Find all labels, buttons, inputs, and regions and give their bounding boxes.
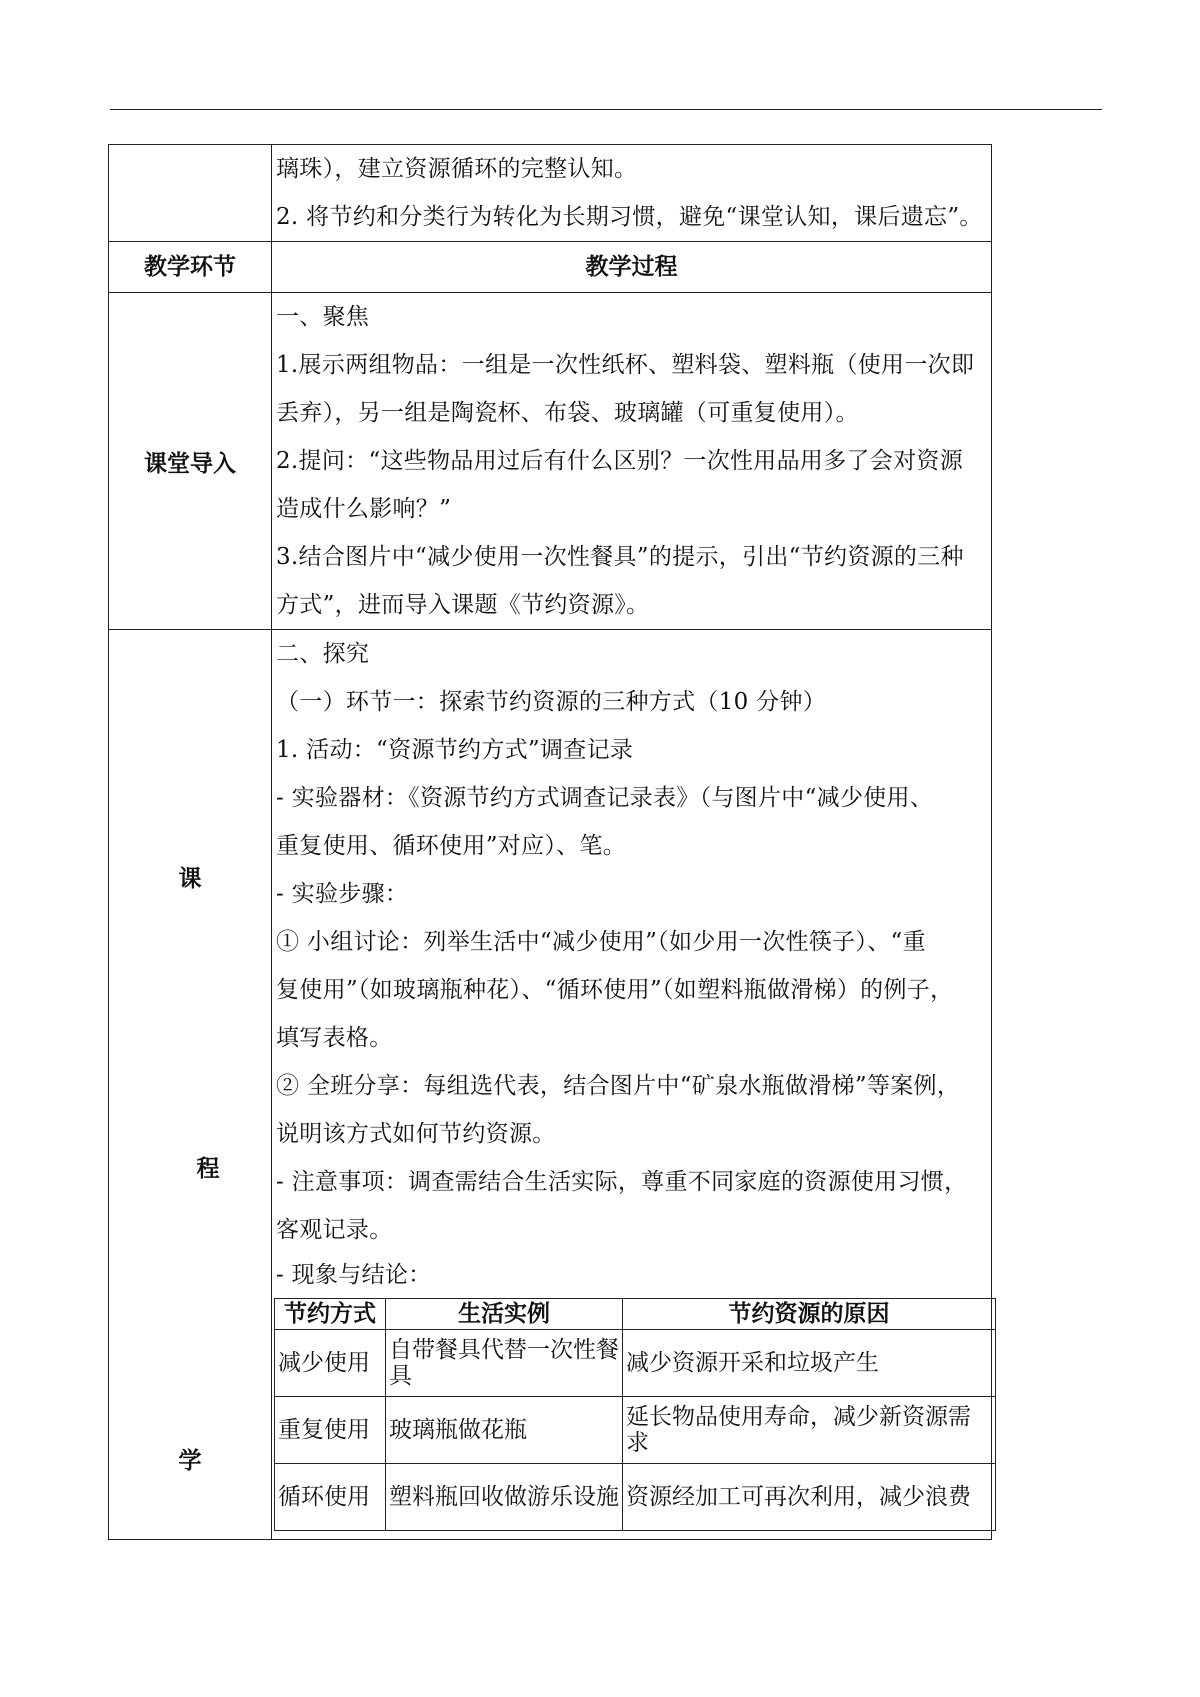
conclusion-table-header	[275, 1299, 996, 1330]
text-line: 璃珠），建立资源循环的完整认知。	[276, 156, 638, 182]
text-line: 造成什么影响？”	[276, 496, 452, 522]
table-row	[275, 1397, 996, 1464]
table-cell: 自带餐具代替一次性餐具	[386, 1330, 623, 1397]
page-header-rule	[110, 109, 1102, 110]
text-line: - 注意事项：调查需结合生活实际，尊重不同家庭的资源使用习惯，	[276, 1169, 968, 1195]
text-line: 说明该方式如何节约资源。	[276, 1121, 556, 1147]
process-label-char: 学	[178, 1447, 202, 1474]
text-line: 复使用”（如玻璃瓶种花）、“循环使用”（如塑料瓶做滑梯）的例子，	[276, 977, 954, 1003]
process-label-cell	[109, 630, 272, 1540]
intro-label: 课堂导入	[109, 293, 272, 630]
text-line: 1.展示两组物品：一组是一次性纸杯、塑料袋、塑料瓶（使用一次即	[276, 352, 975, 378]
intro-content	[272, 293, 992, 630]
text-line: ① 小组讨论：列举生活中“减少使用”（如少用一次性筷子）、“重	[276, 929, 926, 955]
process-label-char: 课	[178, 865, 202, 892]
text-line: - 实验步骤：	[276, 881, 409, 907]
continuation-row	[109, 145, 992, 242]
text-line: 2. 将节约和分类行为转化为长期习惯，避免“课堂认知，课后遗忘”。	[276, 204, 983, 230]
text-line: - 现象与结论：	[276, 1262, 432, 1288]
text-line: 方式”，进而导入课题《节约资源》。	[276, 592, 650, 618]
table-cell: 减少使用	[275, 1330, 386, 1397]
text-line: 二、探究	[276, 641, 370, 667]
table-row	[275, 1464, 996, 1531]
text-line: 重复使用、循环使用”对应）、笔。	[276, 833, 627, 859]
header-teaching-process: 教学过程	[272, 242, 992, 293]
col-header-reason: 节约资源的原因	[623, 1299, 996, 1330]
process-label-char: 程	[196, 1155, 220, 1182]
conclusion-table	[274, 1298, 996, 1531]
table-row	[275, 1330, 996, 1397]
table-cell: 延长物品使用寿命，减少新资源需求	[623, 1397, 996, 1464]
process-row	[109, 630, 992, 1540]
table-cell: 资源经加工可再次利用，减少浪费	[623, 1464, 996, 1531]
text-line: 客观记录。	[276, 1217, 393, 1243]
intro-row	[109, 293, 992, 630]
table-cell: 塑料瓶回收做游乐设施	[386, 1464, 623, 1531]
text-line: 填写表格。	[276, 1025, 393, 1051]
col-header-example: 生活实例	[386, 1299, 623, 1330]
text-line: 一、聚焦	[276, 304, 370, 330]
table-cell: 玻璃瓶做花瓶	[386, 1397, 623, 1464]
table-cell: 循环使用	[275, 1464, 386, 1531]
header-row	[109, 242, 992, 293]
text-line: 1. 活动：“资源节约方式”调查记录	[276, 737, 634, 763]
col-header-method: 节约方式	[275, 1299, 386, 1330]
table-cell: 重复使用	[275, 1397, 386, 1464]
lesson-plan-table	[108, 144, 992, 1540]
text-line: ② 全班分享：每组选代表，结合图片中“矿泉水瓶做滑梯”等案例，	[276, 1073, 961, 1099]
continuation-right-cell	[272, 145, 992, 242]
text-line: - 实验器材：《资源节约方式调查记录表》（与图片中“减少使用、	[276, 785, 934, 811]
text-line: 丢弃），另一组是陶瓷杯、布袋、玻璃罐（可重复使用）。	[276, 400, 859, 426]
text-line: 3.结合图片中“减少使用一次性餐具”的提示，引出“节约资源的三种	[276, 544, 964, 570]
text-line: （一）环节一：探索节约资源的三种方式（10 分钟）	[276, 689, 827, 715]
continuation-left-cell	[109, 145, 272, 242]
process-content	[272, 630, 992, 1540]
text-line: 2.提问：“这些物品用过后有什么区别？一次性用品用多了会对资源	[276, 448, 964, 474]
header-teaching-step: 教学环节	[109, 242, 272, 293]
table-cell: 减少资源开采和垃圾产生	[623, 1330, 996, 1397]
